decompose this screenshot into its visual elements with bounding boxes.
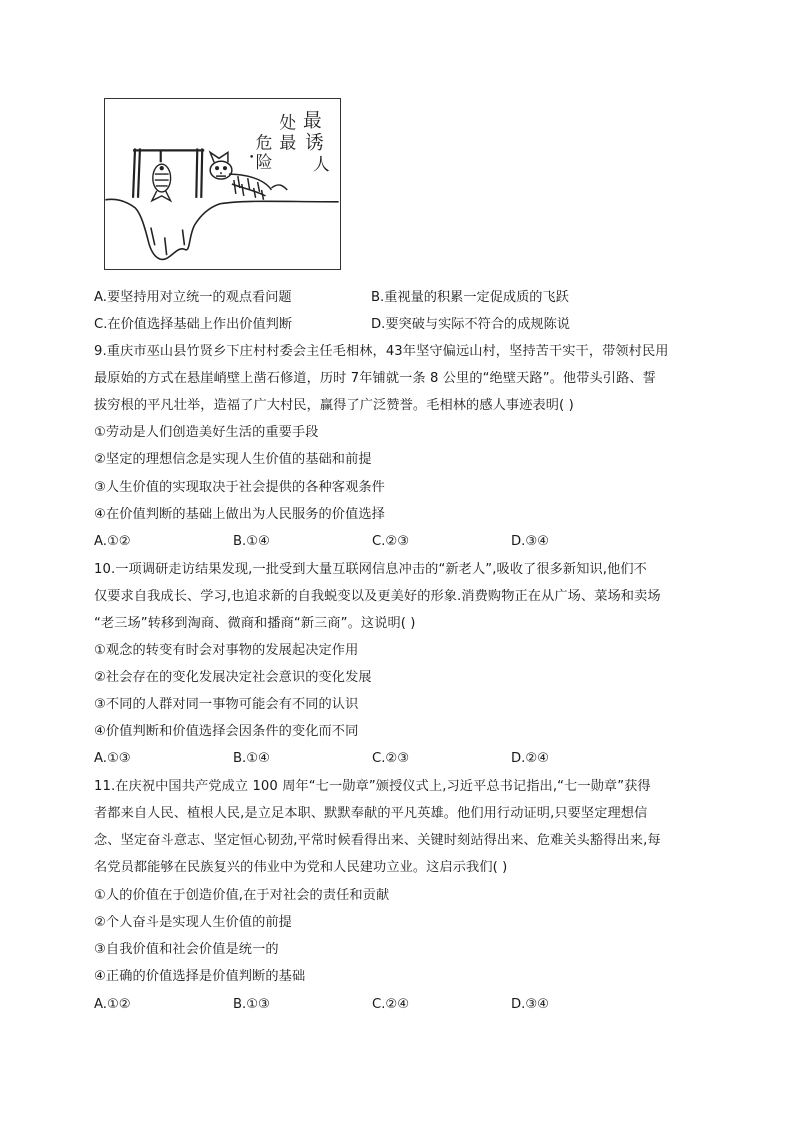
- q10-statement: ②社会存在的变化发展决定社会意识的变化发展: [94, 670, 372, 685]
- q11-option-d: D.③④: [511, 997, 549, 1012]
- q8-option-d: D.要突破与实际不符合的成规陈说: [371, 317, 570, 332]
- svg-text:最: 最: [303, 110, 322, 132]
- q9-stem-line: 最原始的方式在悬崖峭壁上凿石修道，历时 7年铺就一条 8 公里的“绝壁天路”。他带头引路、誓: [94, 371, 656, 386]
- q11-stem-line: 者都来自人民、植根人民,是立足本职、默默奉献的平凡英雄。他们用行动证明,只要坚定理想信: [94, 806, 648, 821]
- svg-text:危: 危: [255, 132, 273, 153]
- q9-option-d: D.③④: [511, 534, 549, 549]
- q10-stem-line: “老三场”转移到淘商、微商和播商“新三商”。这说明( ): [94, 616, 416, 631]
- cat-icon: [210, 152, 287, 199]
- q11-stem-line: 名党员都能够在民族复兴的伟业中为党和人民建功立业。这启示我们( ): [94, 860, 508, 875]
- q10-option-a: A.①③: [94, 751, 131, 766]
- q11-stem-line: 念、坚定奋斗意志、坚定恒心韧劲,平常时候看得出来、关键时刻站得出来、危难关头豁得出来,每: [94, 833, 661, 848]
- q11-statement: ①人的价值在于创造价值,在于对社会的责任和贡献: [94, 888, 390, 903]
- fish-hanger-frame: [133, 148, 204, 197]
- q11-option-a: A.①②: [94, 997, 131, 1012]
- svg-text:诱: 诱: [305, 132, 324, 154]
- q9-statement: ②坚定的理想信念是实现人生价值的基础和前提: [94, 452, 372, 467]
- q11-statement: ③自我价值和社会价值是统一的: [94, 942, 279, 957]
- q9-option-a: A.①②: [94, 534, 131, 549]
- q9-stem-line: 拔穷根的平凡壮举，造福了广大村民，赢得了广泛赞誉。毛相林的感人事迹表明( ): [94, 398, 574, 413]
- q8-option-b: B.重视量的积累一定促成质的飞跃: [371, 290, 569, 305]
- q10-option-b: B.①④: [233, 751, 270, 766]
- q11-statement: ②个人奋斗是实现人生价值的前提: [94, 915, 292, 930]
- q10-option-c: C.②③: [372, 751, 410, 766]
- fish-icon: [152, 164, 171, 201]
- q10-statement: ①观念的转变有时会对事物的发展起决定作用: [94, 643, 359, 658]
- q11-option-c: C.②④: [372, 997, 410, 1012]
- svg-text:险: 险: [255, 152, 273, 173]
- cartoon-caption: [250, 110, 330, 174]
- q10-stem-line: 仅要求自我成长、学习,也追求新的自我蜕变以及更美好的形象.消费购物正在从广场、菜场和卖场: [94, 589, 661, 604]
- q9-option-b: B.①④: [233, 534, 270, 549]
- q8-option-c: C.在价值选择基础上作出价值判断: [94, 317, 293, 332]
- cliff-drawing: [105, 199, 338, 259]
- q9-option-c: C.②③: [372, 534, 410, 549]
- svg-text:最: 最: [279, 132, 297, 153]
- q9-statement: ④在价值判断的基础上做出为人民服务的价值选择: [94, 507, 385, 522]
- q11-stem-line: 11.在庆祝中国共产党成立 100 周年“七一勋章”颁授仪式上,习近平总书记指出,“七一勋章”获得: [94, 779, 651, 794]
- svg-text:处: 处: [279, 112, 297, 133]
- q10-option-d: D.②④: [511, 751, 549, 766]
- svg-text:人: 人: [312, 154, 330, 175]
- q10-stem-line: 10.一项调研走访结果发现,一批受到大量互联网信息冲击的“新老人”,吸收了很多新知识,他们不: [94, 562, 647, 577]
- q11-option-b: B.①③: [233, 997, 270, 1012]
- q10-statement: ③不同的人群对同一事物可能会有不同的认识: [94, 697, 359, 712]
- q9-statement: ③人生价值的实现取决于社会提供的各种客观条件: [94, 480, 385, 495]
- q9-statement: ①劳动是人们创造美好生活的重要手段: [94, 425, 319, 440]
- q10-statement: ④价值判断和价值选择会因条件的变化而不同: [94, 724, 359, 739]
- q9-stem-line: 9.重庆市巫山县竹贤乡下庄村村委会主任毛相林，43年坚守偏远山村，坚持苦干实干，带领村民用: [94, 344, 669, 359]
- q11-statement: ④正确的价值选择是价值判断的基础: [94, 969, 306, 984]
- cartoon-illustration: [104, 98, 341, 270]
- q8-option-a: A.要坚持用对立统一的观点看问题: [94, 290, 292, 305]
